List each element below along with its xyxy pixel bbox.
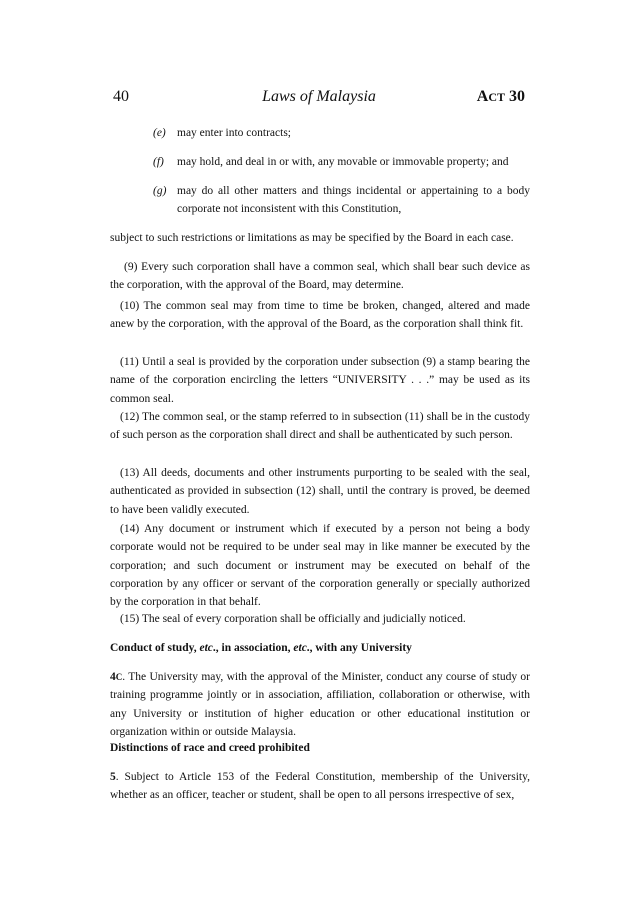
section-text: . Subject to Article 153 of the Federal Constitution, membership of the University, whether as an officer, teacher or student, shall be open to all persons irrespective of sex, xyxy=(110,771,530,802)
act-number: ACT 30 xyxy=(476,88,525,105)
paragraph-14: (14) Any document or instrument which if executed by a person not being a body corporate would not be required to be under seal may in like manner be executed by the corporation; and such document or instrument may be executed on behalf of the corporation by any officer or servant of the corporation generally or specially authorized by the corporation in that behalf. xyxy=(110,523,530,609)
item-text: may do all other matters and things incidental or appertaining to a body corporate not inconsistent with this Constitution, xyxy=(177,185,530,215)
item-label: (f) xyxy=(153,156,164,168)
paragraph-10: (10) The common seal may from time to time be broken, changed, altered and made anew by the corporation, with the approval of the Board, as the corporation shall think fit. xyxy=(110,300,530,331)
item-text: may hold, and deal in or with, any movable or immovable property; and xyxy=(177,156,509,168)
item-text: may enter into contracts; xyxy=(177,127,292,139)
section-5-heading: Distinctions of race and creed prohibited xyxy=(110,742,310,754)
running-title: Laws of Malaysia xyxy=(262,88,376,105)
paragraph-subject-to: subject to such restrictions or limitations as may be specified by the Board in each case. xyxy=(110,232,514,244)
page-number: 40 xyxy=(113,88,129,105)
page-header xyxy=(113,88,525,108)
item-label: (e) xyxy=(153,127,166,139)
paragraph-12: (12) The common seal, or the stamp referred to in subsection (11) shall be in the custody of such person as the corporation shall direct and shall be authenticated by such person. xyxy=(110,411,530,442)
section-4c-heading: Conduct of study, etc., in association, etc., with any University xyxy=(110,642,412,654)
section-5-body xyxy=(110,768,530,805)
section-text: . The University may, with the approval of the Minister, conduct any course of study or training programme jointly or in association, affiliation, collaboration or otherwise, with any University or institution of higher education or other educational institution or organization within or outside Malaysia. xyxy=(110,671,530,738)
section-number: 4 xyxy=(110,671,116,683)
item-label: (g) xyxy=(153,185,167,197)
paragraph-15: (15) The seal of every corporation shall be officially and judicially noticed. xyxy=(120,613,466,625)
paragraph-9: (9) Every such corporation shall have a common seal, which shall bear such device as the corporation, with the approval of the Board, may determine. xyxy=(110,261,530,292)
paragraph-13: (13) All deeds, documents and other instruments purporting to be sealed with the seal, authenticated as provided in subsection (12) shall, until the contrary is proved, be deemed to have been validly executed. xyxy=(110,467,530,516)
section-number-suffix: C xyxy=(115,672,123,682)
paragraph-11: (11) Until a seal is provided by the corporation under subsection (9) a stamp bearing the name of the corporation encircling the letters “UNIVERSITY . . .” may be used as its common seal. xyxy=(110,356,530,405)
section-number: 5 xyxy=(110,771,116,783)
section-4c-body xyxy=(110,668,530,741)
